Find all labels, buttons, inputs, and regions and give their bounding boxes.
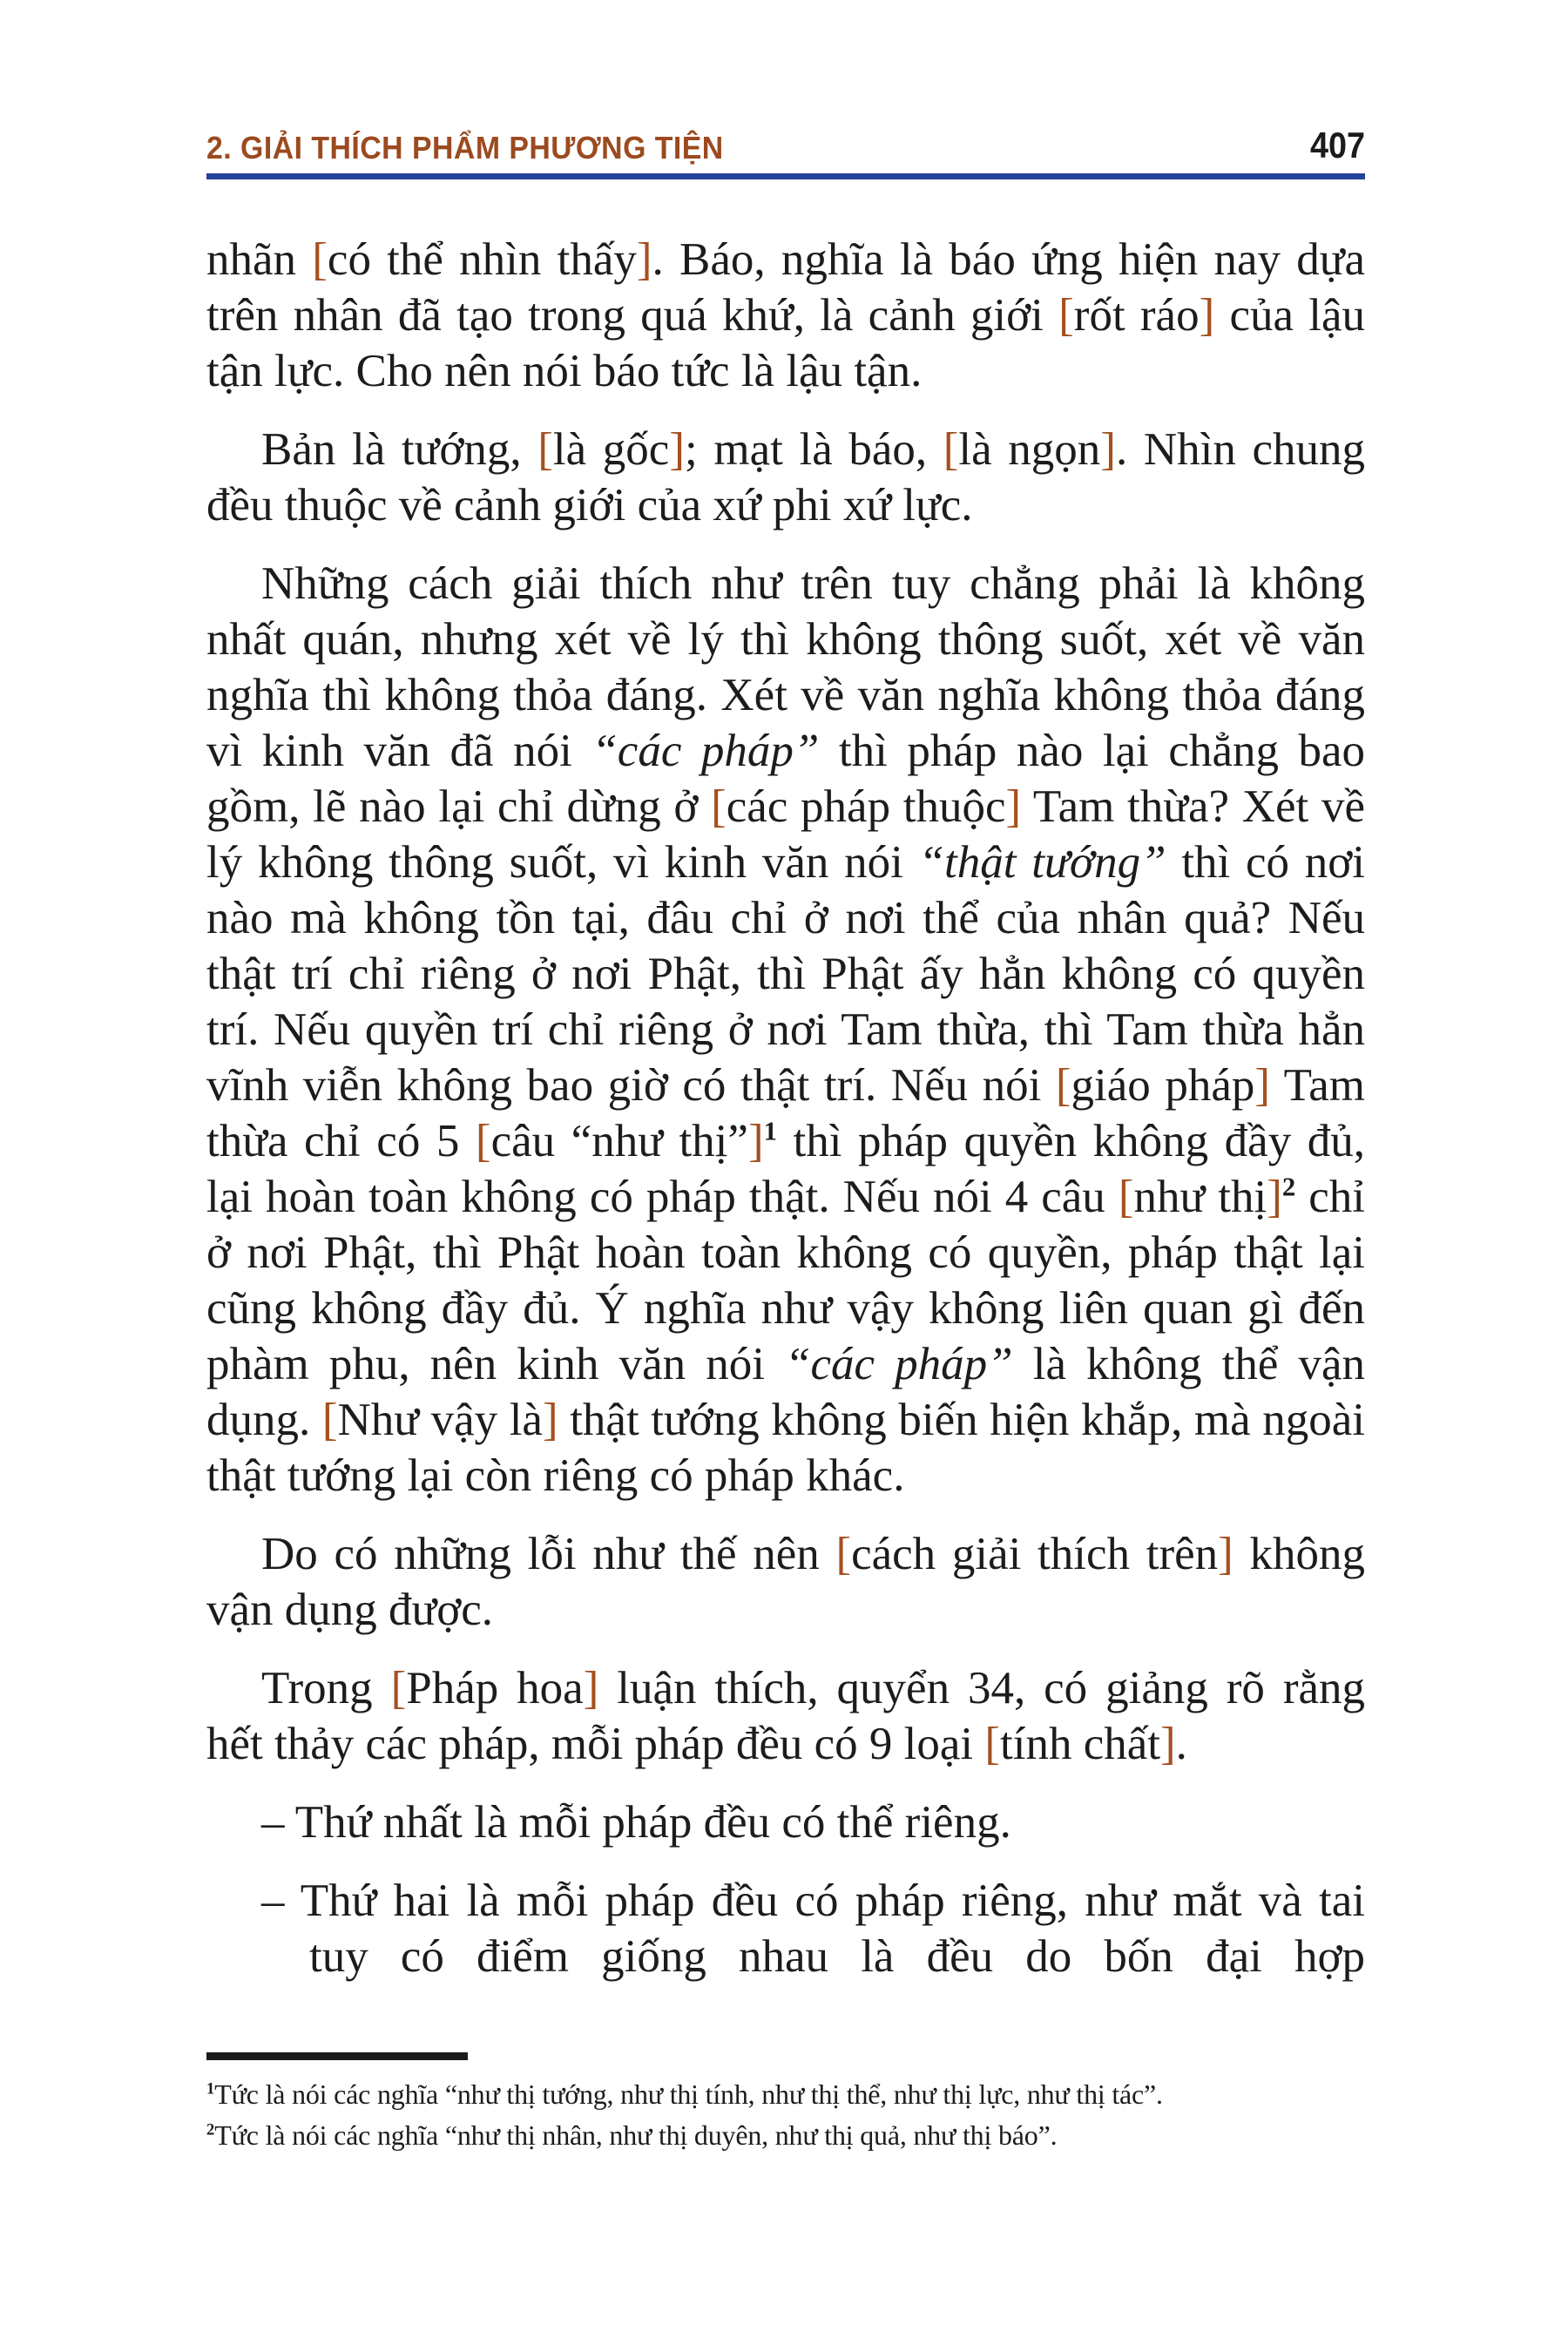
bracket: [ bbox=[1055, 1060, 1071, 1111]
bracket: ] bbox=[1199, 290, 1215, 341]
footnote-marker: 1 bbox=[206, 2079, 215, 2099]
bracket: ] bbox=[636, 234, 652, 285]
italic-run: “các pháp” bbox=[785, 1339, 1013, 1389]
bracket: [ bbox=[390, 1663, 407, 1713]
bracket: [ bbox=[711, 781, 727, 832]
footnote: $^2$Tức là nói các nghĩa “như thị nhân, như thị duyên, như thị quả, như thị báo”. bbox=[206, 2119, 1058, 2151]
italic-run: “thật tướng” bbox=[918, 837, 1166, 888]
bracket: ] bbox=[1159, 1719, 1176, 1769]
bracket: ] bbox=[747, 1116, 764, 1166]
bracket: [ bbox=[312, 234, 328, 285]
header-rule bbox=[206, 173, 1365, 179]
list-item: – Thứ nhất là mỗi pháp đều có thể riêng. bbox=[261, 1797, 1011, 1848]
footnote-ref: 2 bbox=[1281, 1172, 1296, 1202]
bracket: [ bbox=[943, 424, 959, 475]
page-number: 407 bbox=[1309, 125, 1365, 166]
italic-run: “các pháp” bbox=[591, 726, 820, 776]
bracket: ] bbox=[1218, 1529, 1233, 1579]
bracket: ] bbox=[1005, 781, 1022, 832]
paragraph: Những cách giải thích như trên tuy chẳng phải là không nhất quán, nhưng xét về lý thì không thông suốt, xét về văn nghĩa thì không thỏa đáng. Xét về văn nghĩa không thỏa đáng vì kinh văn đã nói “các pháp” thì pháp nào lại chẳng bao gồm, lẽ nào lại chỉ dừng ở [các pháp thuộc] Tam thừa? Xét về lý không thông suốt, vì kinh văn nói “thật tướng” thì có nơi nào mà không tồn tại, đâu chỉ ở nơi thể của nhân quả? Nếu thật trí chỉ riêng ở nơi Phật, thì Phật ấy hẳn không có quyền trí. Nếu quyền trí chỉ riêng ở nơi Tam thừa, thì Tam thừa hẳn vĩnh viễn không bao giờ có thật trí. Nếu nói [giáo pháp] Tam thừa chỉ có 5 [câu “như thị”]$^1$ thì pháp quyền không đầy đủ, lại hoàn toàn không có pháp thật. Nếu nói 4 câu [như thị]$^2$ chỉ ở nơi Phật, thì Phật hoàn toàn không có quyền, pháp thật lại cũng không đầy đủ. Ý nghĩa như vậy không liên quan gì đến phàm phu, nên kinh văn nói “các pháp” là không thể vận dụng. [Như vậy là] thật tướng không biến hiện khắp, mà ngoài thật tướng lại còn riêng có pháp khác. bbox=[206, 558, 1366, 1501]
paragraph: nhãn [có thể nhìn thấy]. Báo, nghĩa là báo ứng hiện nay dựa trên nhân đã tạo trong quá khứ, là cảnh giới [rốt ráo] của lậu tận lực. Cho nên nói báo tức là lậu tận. bbox=[206, 234, 1365, 396]
bracket: [ bbox=[1058, 290, 1074, 341]
list-dash: – bbox=[261, 1876, 301, 1926]
bracket: [ bbox=[321, 1395, 338, 1445]
paragraph: Bản là tướng, [là gốc]; mạt là báo, [là ngọn]. Nhìn chung đều thuộc về cảnh giới của xứ phi xứ lực. bbox=[206, 424, 1366, 531]
page-header bbox=[206, 127, 1365, 164]
bracket: ] bbox=[542, 1395, 558, 1445]
running-head: 2. GIẢI THÍCH PHẨM PHƯƠNG TIỆN bbox=[206, 130, 724, 166]
footnote-marker: 2 bbox=[206, 2120, 215, 2139]
footnote: $^1$Tức là nói các nghĩa “như thị tướng, như thị tính, như thị thể, như thị lực, như thị tác”. bbox=[206, 2078, 1163, 2110]
paragraph: Trong [Pháp hoa] luận thích, quyển 34, có giảng rõ rằng hết thảy các pháp, mỗi pháp đều có 9 loại [tính chất]. bbox=[206, 1663, 1365, 1769]
footnote-separator bbox=[206, 2052, 468, 2060]
bracket: ] bbox=[669, 424, 685, 475]
list-dash: – bbox=[261, 1797, 295, 1848]
footnote-ref: 1 bbox=[763, 1116, 777, 1146]
footnote-list bbox=[206, 2074, 1365, 2156]
bracket: ] bbox=[583, 1663, 599, 1713]
bracket: ] bbox=[1100, 424, 1116, 475]
bracket: [ bbox=[475, 1116, 491, 1166]
bracket: [ bbox=[984, 1719, 1000, 1769]
body-text bbox=[206, 232, 1365, 1984]
list-item: – Thứ hai là mỗi pháp đều có pháp riêng, như mắt và tai tuy có điểm giống nhau là đều do bốn đại hợp bbox=[261, 1876, 1365, 1982]
bracket: ] bbox=[1254, 1060, 1271, 1111]
bracket: ] bbox=[1267, 1172, 1282, 1222]
footnotes bbox=[206, 2052, 1365, 2156]
bracket: [ bbox=[1118, 1172, 1134, 1222]
bracket: [ bbox=[835, 1529, 852, 1579]
paragraph: Do có những lỗi như thế nên [cách giải thích trên] không vận dụng được. bbox=[206, 1529, 1366, 1635]
bracket: [ bbox=[537, 424, 553, 475]
